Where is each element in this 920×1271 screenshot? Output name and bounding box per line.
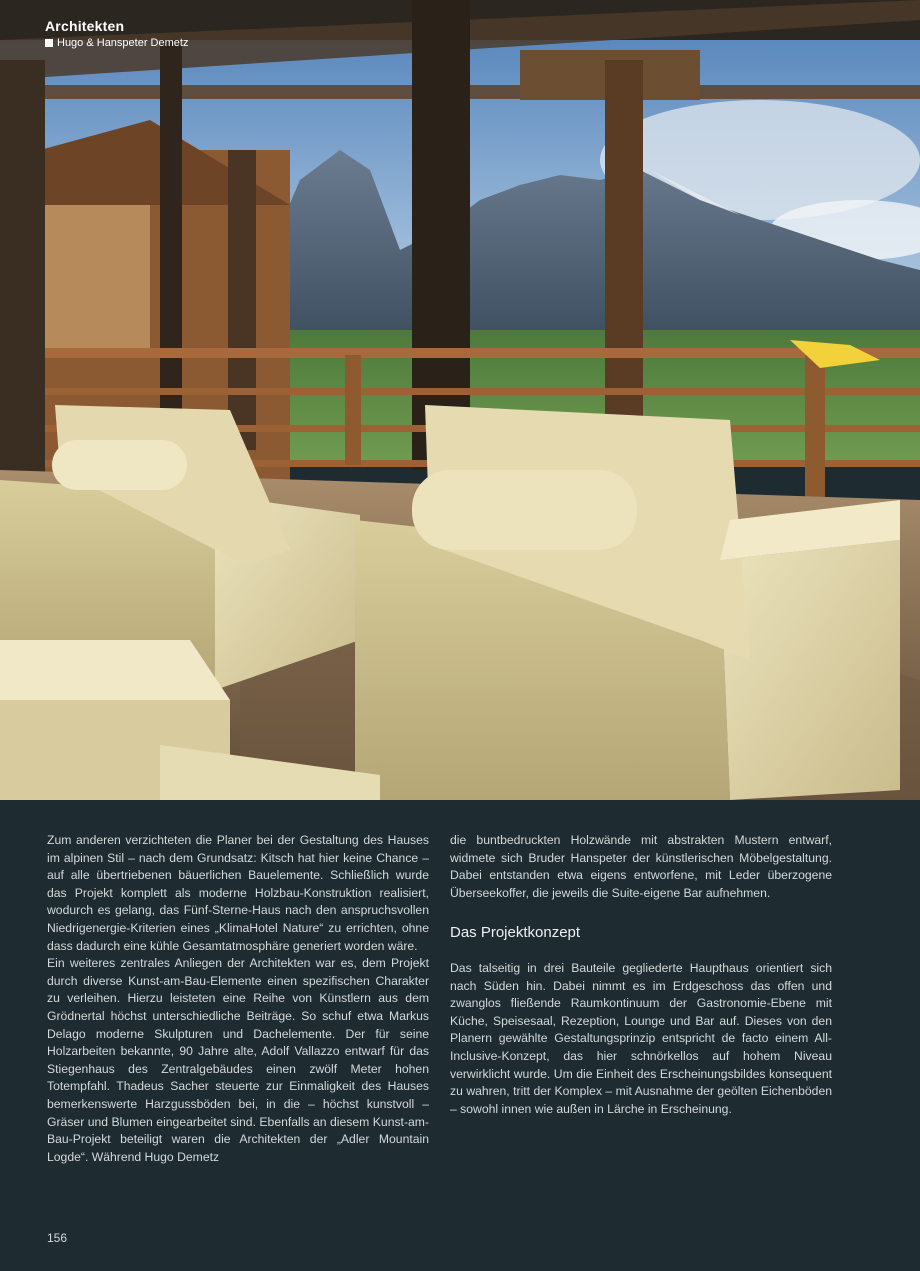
square-bullet-icon xyxy=(45,39,53,47)
left-paragraph-1: Zum anderen verzichteten die Planer bei der Gestaltung des Hauses im alpinen Stil – nach dem Grundsatz: Kitsch hat hier keine Chance – auf alle übertriebenen bäuerlichen Bauelemente. Schließlich wurde das Projekt komplett als moderne Holzbau-Konstruktion realisiert, wodurch es gelang, das Fünf-Sterne-Haus nach den anspruchsvollen Niedrigenergie-Kriterien eines „KlimaHotel Nature“ zu errichten, ohne dass dadurch eine kühle Gesamtatmosphäre generiert worden wäre. xyxy=(47,833,429,953)
left-paragraph-2: Ein weiteres zentrales Anliegen der Architekten war es, dem Projekt durch diverse Kunst-am-Bau-Elemente einen spezifischen Charakter zu verleihen. Hierzu leisteten eine Reihe von Künstlern aus dem Grödnertal höchst unterschiedliche Beiträge. So schuf etwa Markus Delago moderne Skulpturen und Dachelemente. Der für seine Holzarbeiten bekannte, 90 Jahre alte, Adolf Vallazzo entwarf für das Stiegenhaus des Zentralgebäudes einen zwölf Meter hohen Totempfahl. Thadeus Sacher steuerte zur Einmaligkeit des Hauses bemerkenswerte Harzgussböden bei, in die – höchst kunstvoll – Gräser und Blumen eingearbeitet sind. Ebenfalls an diesem Kunst-am-Bau-Projekt beteiligt waren die Architekten der „Adler Mountain Logde“. Während Hugo Demetz xyxy=(47,956,429,1164)
section-subheading: Das Projektkonzept xyxy=(450,924,581,942)
right-text-column xyxy=(450,832,832,1118)
right-paragraph-2: Das talseitig in drei Bauteile gegliederte Haupthaus orientiert sich nach Süden hin. Dabei nimmt es im Erdgeschoss das offen und zwanglos fließende Raumkontinuum der Gastronomie-Ebene mit Küche, Speisesaal, Rezeption, Lounge und Bar auf. Dieses von den Planern gewählte Gestaltungsprinzip entspricht de facto einem All-Inclusive-Konzept, das hier schnörkellos auf hohem Niveau verwirklicht wurde. Um die Einheit des Erscheinungsbildes konsequent zu wahren, tritt der Komplex – mit Ausnahme der geölten Eichenböden – sowohl innen wie außen in Lärche in Erscheinung. xyxy=(450,960,832,1116)
left-text-column xyxy=(47,832,429,1166)
page-number: 156 xyxy=(47,1231,68,1245)
section-header xyxy=(45,18,188,49)
architect-names-text: Hugo & Hanspeter Demetz xyxy=(57,37,189,49)
section-title: Architekten xyxy=(45,18,125,34)
architect-names xyxy=(45,37,188,49)
right-paragraph-1: die buntbedruckten Holzwände mit abstrakten Mustern entwarf, widmete sich Bruder Hanspeter der künstlerischen Möbelgestaltung. Dabei entstanden etwa eigens entworfene, mit Leder überzogene Überseekoffer, die jeweils die Suite-eigene Bar aufnehmen. xyxy=(450,833,832,900)
